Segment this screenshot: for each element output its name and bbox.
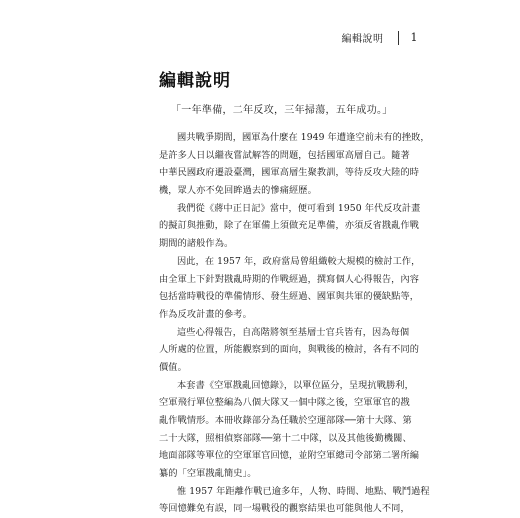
page-number: 1 — [410, 31, 418, 44]
text-line: 纂的「空軍戡亂簡史」。 — [159, 468, 257, 480]
text-line: 等回憶難免有誤，同一場戰役的觀察結果也可能與他人不同， — [159, 503, 410, 515]
paragraph — [159, 377, 419, 483]
paragraph — [159, 253, 419, 324]
text-line: 中華民國政府遷設臺灣，國軍高層生聚教訓，等待反攻大陸的時 — [159, 167, 420, 179]
paragraph — [159, 200, 419, 253]
text-line: 我們從《蔣中正日記》當中，便可看到 1950 年代反攻計畫 — [177, 202, 421, 214]
text-line: 人所處的位置，所能觀察到的面向，與戰後的檢討，各有不同的 — [159, 344, 420, 356]
running-header-title: 編輯說明 — [341, 34, 384, 45]
text-line: 這些心得報告，自高階將領至基層士官兵皆有，因為每個 — [177, 326, 410, 338]
text-line: 惟 1957 年距離作戰已逾多年，人物、時間、地點、戰鬥過程 — [177, 485, 430, 497]
text-line: 二十大隊，照相偵察部隊──第十二中隊，以及其他後勤機關、 — [159, 432, 412, 444]
epigraph: 「一年準備，二年反攻，三年掃蕩，五年成功。」 — [171, 105, 393, 116]
text-line: 本套書《空軍戡亂回憶錄》，以單位區分，呈現抗戰勝利， — [177, 379, 414, 391]
text-line: 期間的諸般作為。 — [159, 238, 234, 250]
paragraph — [159, 324, 419, 377]
text-line: 機，眾人亦不免回眸過去的慘痛經歷。 — [159, 185, 317, 197]
text-line: 價值。 — [159, 361, 187, 373]
text-line: 由全軍上下針對戡亂時期的作戰經過，撰寫個人心得報告，內容 — [159, 273, 420, 285]
text-line: 的擬訂與推動，除了在軍備上須做充足準備，亦須反省戡亂作戰 — [159, 220, 420, 232]
running-header — [342, 30, 419, 45]
text-line: 因此，在 1957 年，政府當局曾組織較大規模的檢討工作， — [177, 255, 421, 267]
text-line: 包括當時戰役的準備情形、發生經過、國軍與共軍的優缺點等， — [159, 291, 420, 303]
text-line: 國共戰爭期間，國軍為什麼在 1949 年遭逢空前未有的挫敗， — [177, 132, 430, 143]
text-line: 作為反攻計畫的參考。 — [159, 308, 252, 320]
paragraph — [159, 483, 430, 518]
text-line: 亂作戰情形。本冊收錄部分為任職於空運部隊──第十大隊、第 — [159, 415, 412, 426]
chapter-title: 編輯說明 — [159, 71, 231, 91]
text-line: 空軍飛行單位整編為八個大隊又一個中隊之後，空軍軍官的戡 — [159, 397, 410, 409]
text-line: 是許多人日以繼夜嘗試解答的問題，包括國軍高層自己。隨著 — [159, 149, 410, 161]
header-divider — [398, 31, 399, 45]
text-line: 地面部隊等單位的空軍軍官回憶，並附空軍總司令部第二署所編 — [159, 450, 420, 462]
paragraph — [159, 129, 430, 200]
body-text — [159, 129, 430, 518]
